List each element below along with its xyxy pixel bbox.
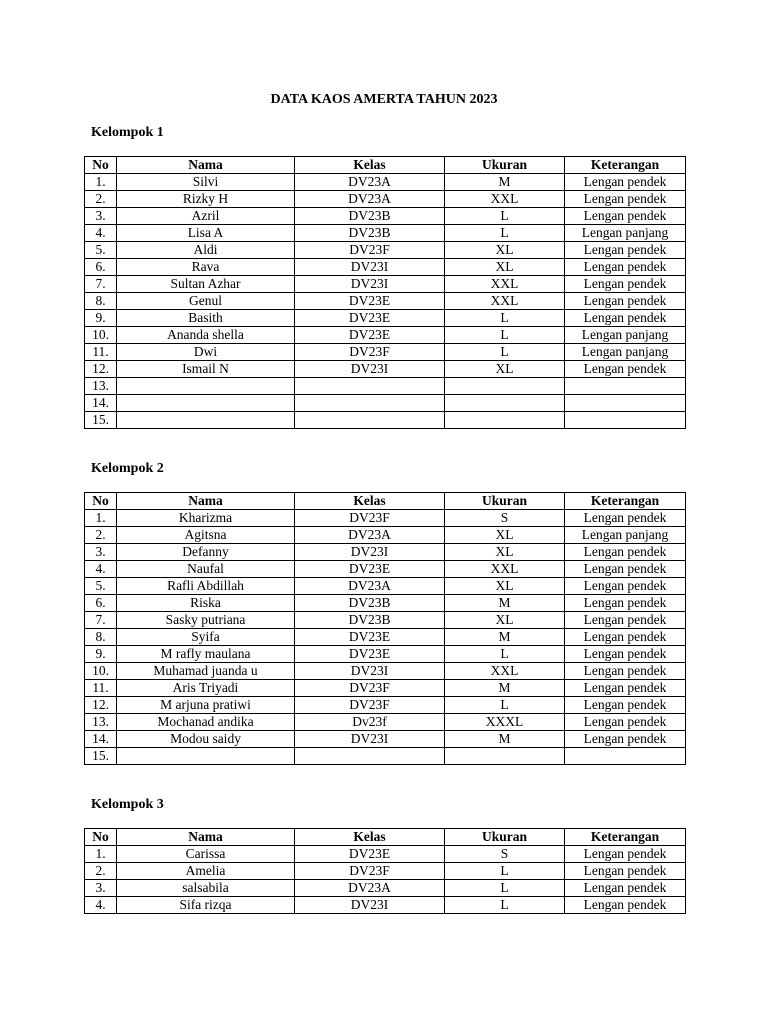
cell-keterangan: Lengan pendek [565, 714, 686, 731]
cell-nama: Riska [117, 595, 295, 612]
cell-nama [117, 378, 295, 395]
cell-no: 9. [85, 310, 117, 327]
table-row [85, 361, 686, 378]
cell-kelas [295, 395, 445, 412]
cell-nama: Modou saidy [117, 731, 295, 748]
cell-ukuran: M [445, 595, 565, 612]
cell-nama: Sasky putriana [117, 612, 295, 629]
cell-ukuran: M [445, 629, 565, 646]
cell-nama [117, 748, 295, 765]
table-row [85, 714, 686, 731]
cell-keterangan: Lengan pendek [565, 310, 686, 327]
cell-kelas: DV23I [295, 731, 445, 748]
cell-no: 3. [85, 208, 117, 225]
cell-nama: Aris Triyadi [117, 680, 295, 697]
cell-kelas: DV23F [295, 344, 445, 361]
cell-kelas: DV23E [295, 629, 445, 646]
table-row [85, 561, 686, 578]
cell-ukuran [445, 412, 565, 429]
cell-no: 3. [85, 880, 117, 897]
cell-nama: Dwi [117, 344, 295, 361]
cell-kelas: DV23F [295, 697, 445, 714]
cell-kelas: DV23A [295, 578, 445, 595]
cell-nama: Rafli Abdillah [117, 578, 295, 595]
table-row [85, 259, 686, 276]
cell-keterangan: Lengan pendek [565, 191, 686, 208]
cell-keterangan: Lengan pendek [565, 174, 686, 191]
cell-no: 2. [85, 527, 117, 544]
cell-ukuran: L [445, 697, 565, 714]
cell-keterangan: Lengan panjang [565, 225, 686, 242]
document-title: DATA KAOS AMERTA TAHUN 2023 [270, 92, 498, 107]
header-kelas: Kelas [295, 157, 445, 174]
table-row [85, 242, 686, 259]
table-row [85, 510, 686, 527]
header-ukuran: Ukuran [445, 829, 565, 846]
cell-keterangan: Lengan pendek [565, 293, 686, 310]
cell-keterangan: Lengan pendek [565, 646, 686, 663]
cell-nama: Naufal [117, 561, 295, 578]
cell-no: 5. [85, 578, 117, 595]
cell-no: 1. [85, 174, 117, 191]
cell-no: 15. [85, 412, 117, 429]
cell-no: 7. [85, 276, 117, 293]
cell-nama: Basith [117, 310, 295, 327]
cell-no: 6. [85, 595, 117, 612]
cell-keterangan: Lengan pendek [565, 361, 686, 378]
table-row [85, 846, 686, 863]
table-row [85, 748, 686, 765]
header-row [85, 157, 686, 174]
cell-ukuran: S [445, 510, 565, 527]
cell-kelas: DV23E [295, 646, 445, 663]
header-keterangan: Keterangan [565, 829, 686, 846]
cell-keterangan: Lengan panjang [565, 527, 686, 544]
cell-ukuran: M [445, 731, 565, 748]
cell-no: 6. [85, 259, 117, 276]
table-row [85, 276, 686, 293]
cell-nama: Genul [117, 293, 295, 310]
cell-no: 9. [85, 646, 117, 663]
table-row [85, 897, 686, 914]
cell-kelas: DV23F [295, 863, 445, 880]
cell-kelas: DV23I [295, 544, 445, 561]
cell-keterangan [565, 748, 686, 765]
cell-keterangan: Lengan pendek [565, 680, 686, 697]
cell-kelas: Dv23f [295, 714, 445, 731]
cell-kelas: DV23I [295, 276, 445, 293]
cell-nama: Muhamad juanda u [117, 663, 295, 680]
cell-ukuran [445, 395, 565, 412]
group-label-2: Kelompok 2 [91, 461, 164, 476]
header-kelas: Kelas [295, 829, 445, 846]
header-no: No [85, 157, 117, 174]
cell-ukuran: XL [445, 242, 565, 259]
cell-nama: Syifa [117, 629, 295, 646]
cell-nama: Sultan Azhar [117, 276, 295, 293]
cell-kelas: DV23A [295, 174, 445, 191]
cell-no: 12. [85, 697, 117, 714]
cell-no: 14. [85, 731, 117, 748]
table-row [85, 629, 686, 646]
cell-ukuran: XL [445, 612, 565, 629]
cell-no: 8. [85, 629, 117, 646]
cell-ukuran [445, 378, 565, 395]
cell-no: 1. [85, 846, 117, 863]
cell-ukuran: XL [445, 259, 565, 276]
group-label-1: Kelompok 1 [91, 125, 164, 140]
table-row [85, 863, 686, 880]
group-label-3: Kelompok 3 [91, 797, 164, 812]
cell-nama [117, 395, 295, 412]
cell-ukuran: XXXL [445, 714, 565, 731]
cell-keterangan: Lengan pendek [565, 697, 686, 714]
table-row [85, 225, 686, 242]
cell-kelas: DV23B [295, 208, 445, 225]
table-row [85, 293, 686, 310]
header-nama: Nama [117, 829, 295, 846]
cell-ukuran: L [445, 863, 565, 880]
cell-nama: Aldi [117, 242, 295, 259]
cell-kelas: DV23E [295, 310, 445, 327]
cell-no: 15. [85, 748, 117, 765]
cell-keterangan [565, 395, 686, 412]
cell-kelas: DV23F [295, 242, 445, 259]
cell-keterangan: Lengan pendek [565, 663, 686, 680]
table-row [85, 208, 686, 225]
cell-ukuran: L [445, 880, 565, 897]
cell-keterangan: Lengan pendek [565, 561, 686, 578]
cell-ukuran: L [445, 225, 565, 242]
cell-no: 2. [85, 863, 117, 880]
cell-keterangan: Lengan pendek [565, 863, 686, 880]
cell-nama: Azril [117, 208, 295, 225]
cell-keterangan: Lengan panjang [565, 344, 686, 361]
cell-nama: Silvi [117, 174, 295, 191]
cell-no: 10. [85, 327, 117, 344]
header-row [85, 493, 686, 510]
cell-kelas: DV23F [295, 510, 445, 527]
cell-no: 7. [85, 612, 117, 629]
cell-nama: M rafly maulana [117, 646, 295, 663]
cell-no: 13. [85, 714, 117, 731]
table-row [85, 395, 686, 412]
header-nama: Nama [117, 157, 295, 174]
table-row [85, 191, 686, 208]
table-kelompok-1 [84, 156, 686, 429]
cell-kelas: DV23E [295, 327, 445, 344]
cell-kelas: DV23A [295, 191, 445, 208]
table-row [85, 731, 686, 748]
cell-ukuran: XL [445, 361, 565, 378]
cell-ukuran: L [445, 208, 565, 225]
cell-keterangan: Lengan pendek [565, 242, 686, 259]
cell-nama: Defanny [117, 544, 295, 561]
cell-keterangan: Lengan pendek [565, 578, 686, 595]
cell-keterangan: Lengan pendek [565, 259, 686, 276]
cell-keterangan [565, 378, 686, 395]
cell-nama: Agitsna [117, 527, 295, 544]
cell-keterangan: Lengan pendek [565, 897, 686, 914]
cell-kelas [295, 412, 445, 429]
header-no: No [85, 493, 117, 510]
cell-no: 3. [85, 544, 117, 561]
cell-no: 12. [85, 361, 117, 378]
cell-nama: M arjuna pratiwi [117, 697, 295, 714]
cell-nama [117, 412, 295, 429]
cell-ukuran: L [445, 310, 565, 327]
cell-ukuran [445, 748, 565, 765]
cell-keterangan: Lengan pendek [565, 880, 686, 897]
cell-kelas: DV23E [295, 561, 445, 578]
cell-ukuran: XL [445, 544, 565, 561]
cell-nama: Lisa A [117, 225, 295, 242]
cell-ukuran: XL [445, 527, 565, 544]
header-ukuran: Ukuran [445, 157, 565, 174]
header-row [85, 829, 686, 846]
header-no: No [85, 829, 117, 846]
cell-keterangan: Lengan pendek [565, 629, 686, 646]
table-row [85, 595, 686, 612]
cell-kelas: DV23I [295, 663, 445, 680]
cell-ukuran: XXL [445, 663, 565, 680]
cell-ukuran: L [445, 646, 565, 663]
table-row [85, 663, 686, 680]
cell-no: 2. [85, 191, 117, 208]
cell-nama: Amelia [117, 863, 295, 880]
table-row [85, 378, 686, 395]
cell-nama: Carissa [117, 846, 295, 863]
table-row [85, 646, 686, 663]
cell-keterangan: Lengan pendek [565, 846, 686, 863]
cell-nama: Mochanad andika [117, 714, 295, 731]
cell-ukuran: XXL [445, 191, 565, 208]
table-row [85, 880, 686, 897]
cell-keterangan: Lengan pendek [565, 208, 686, 225]
table-row [85, 680, 686, 697]
cell-no: 8. [85, 293, 117, 310]
header-nama: Nama [117, 493, 295, 510]
cell-no: 4. [85, 225, 117, 242]
table-row [85, 697, 686, 714]
cell-kelas: DV23E [295, 293, 445, 310]
table-kelompok-3 [84, 828, 686, 914]
cell-no: 14. [85, 395, 117, 412]
cell-ukuran: L [445, 897, 565, 914]
table-row [85, 412, 686, 429]
cell-kelas: DV23B [295, 612, 445, 629]
table-row [85, 544, 686, 561]
cell-kelas [295, 378, 445, 395]
cell-no: 4. [85, 897, 117, 914]
table-kelompok-2 [84, 492, 686, 765]
cell-ukuran: S [445, 846, 565, 863]
cell-kelas: DV23F [295, 680, 445, 697]
cell-kelas [295, 748, 445, 765]
cell-ukuran: XXL [445, 561, 565, 578]
cell-nama: Sifa rizqa [117, 897, 295, 914]
cell-nama: Rava [117, 259, 295, 276]
cell-no: 5. [85, 242, 117, 259]
cell-kelas: DV23B [295, 595, 445, 612]
cell-ukuran: M [445, 680, 565, 697]
cell-no: 1. [85, 510, 117, 527]
table-row [85, 344, 686, 361]
table-row [85, 578, 686, 595]
cell-ukuran: L [445, 327, 565, 344]
cell-ukuran: L [445, 344, 565, 361]
cell-kelas: DV23B [295, 225, 445, 242]
cell-keterangan: Lengan pendek [565, 612, 686, 629]
cell-no: 11. [85, 344, 117, 361]
cell-keterangan: Lengan pendek [565, 731, 686, 748]
header-kelas: Kelas [295, 493, 445, 510]
cell-no: 10. [85, 663, 117, 680]
table-row [85, 327, 686, 344]
cell-kelas: DV23I [295, 361, 445, 378]
cell-ukuran: XXL [445, 293, 565, 310]
cell-keterangan: Lengan pendek [565, 595, 686, 612]
table-row [85, 527, 686, 544]
cell-kelas: DV23I [295, 259, 445, 276]
cell-nama: salsabila [117, 880, 295, 897]
cell-kelas: DV23E [295, 846, 445, 863]
cell-keterangan [565, 412, 686, 429]
cell-no: 13. [85, 378, 117, 395]
cell-kelas: DV23A [295, 527, 445, 544]
table-row [85, 174, 686, 191]
cell-ukuran: XL [445, 578, 565, 595]
cell-kelas: DV23A [295, 880, 445, 897]
cell-keterangan: Lengan pendek [565, 276, 686, 293]
cell-keterangan: Lengan pendek [565, 544, 686, 561]
cell-ukuran: M [445, 174, 565, 191]
cell-keterangan: Lengan pendek [565, 510, 686, 527]
cell-keterangan: Lengan panjang [565, 327, 686, 344]
cell-nama: Ismail N [117, 361, 295, 378]
header-ukuran: Ukuran [445, 493, 565, 510]
header-keterangan: Keterangan [565, 493, 686, 510]
cell-nama: Rizky H [117, 191, 295, 208]
table-row [85, 310, 686, 327]
cell-no: 4. [85, 561, 117, 578]
cell-ukuran: XXL [445, 276, 565, 293]
table-row [85, 612, 686, 629]
header-keterangan: Keterangan [565, 157, 686, 174]
cell-kelas: DV23I [295, 897, 445, 914]
cell-nama: Ananda shella [117, 327, 295, 344]
cell-nama: Kharizma [117, 510, 295, 527]
cell-no: 11. [85, 680, 117, 697]
